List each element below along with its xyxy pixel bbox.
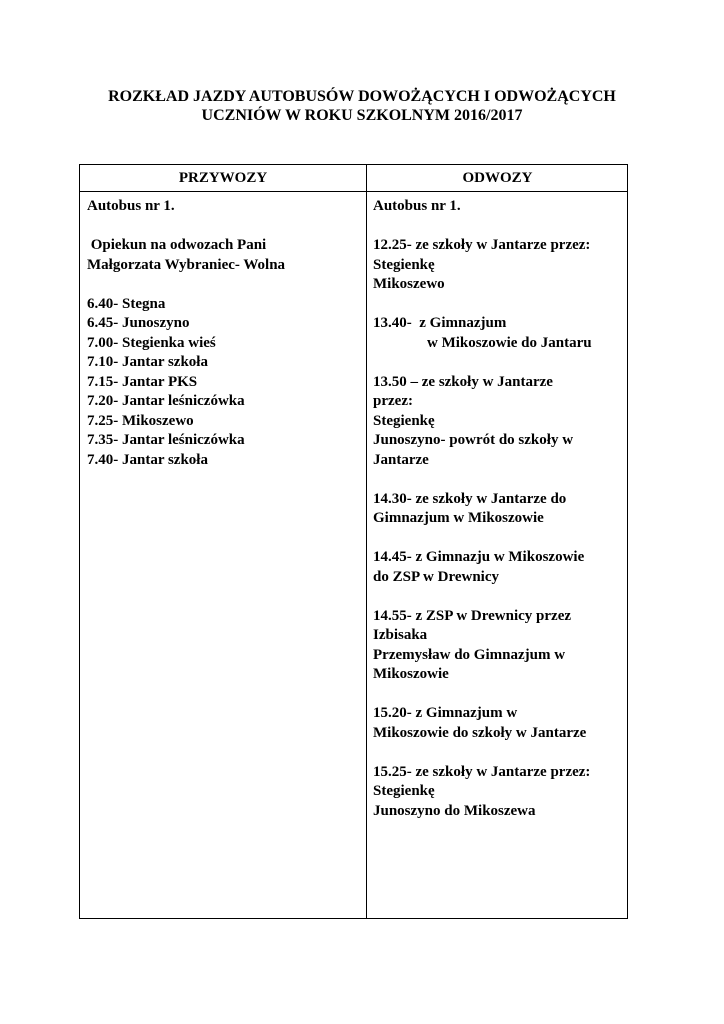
odwozy-entry (373, 490, 626, 529)
stop-time: 7.40- Jantar szkoła (87, 451, 208, 468)
entry-line: Stegienkę (373, 783, 435, 799)
entry-line: 14.55- z ZSP w Drewnicy przez (373, 607, 572, 624)
entry-line: przez: (373, 393, 413, 409)
entry-line: 13.50 – ze szkoły w Jantarze (373, 373, 553, 390)
entry-line: Jantarze (373, 451, 429, 468)
entry-line: 13.40- z Gimnazjum (373, 315, 507, 331)
entry-line: Mikoszowie do szkoły w Jantarze (373, 724, 587, 741)
entry-line: Junoszyno do Mikoszewa (373, 802, 536, 819)
przywozy-bus-label: Autobus nr 1. (87, 198, 175, 214)
stop-time: 6.40- Stegna (87, 295, 166, 312)
stop-time: 7.00- Stegienka wieś (87, 334, 216, 351)
entry-line: Mikoszewo (373, 276, 445, 292)
entry-line: 12.25- ze szkoły w Jantarze przez: (373, 237, 591, 253)
entry-line: 15.20- z Gimnazjum w (373, 705, 518, 721)
entry-line: Stegienkę (373, 256, 435, 273)
entry-line: do ZSP w Drewnicy (373, 568, 499, 585)
odwozy-header: ODWOZY (462, 170, 533, 186)
entry-line: w Mikoszowie do Jantaru (427, 334, 592, 351)
header-divider (80, 191, 627, 192)
stop-time: 7.15- Jantar PKS (87, 373, 198, 390)
schedule-table (79, 164, 628, 919)
odwozy-entry (373, 373, 626, 471)
odwozy-entry (373, 607, 626, 685)
entry-line: Izbisaka (373, 627, 428, 643)
entry-line: 14.45- z Gimnazju w Mikoszowie (373, 549, 585, 565)
entry-line: Gimnazjum w Mikoszowie (373, 510, 544, 526)
przywozy-header: PRZYWOZY (178, 170, 268, 186)
title-line-1: ROZKŁAD JAZDY AUTOBUSÓW DOWOŻĄCYCH I ODWOŻĄCYCH (108, 88, 616, 105)
stop-time: 7.20- Jantar leśniczówka (87, 393, 245, 409)
stop-time: 7.25- Mikoszewo (87, 412, 194, 429)
column-divider (366, 165, 367, 918)
entry-line: 14.30- ze szkoły w Jantarze do (373, 490, 567, 507)
odwozy-entry (373, 314, 626, 353)
stop-time: 7.35- Jantar leśniczówka (87, 432, 245, 448)
odwozy-entry (373, 704, 626, 743)
stop-time: 6.45- Junoszyno (87, 315, 190, 331)
entry-line: Mikoszowie (373, 666, 449, 682)
stop-time: 7.10- Jantar szkoła (87, 354, 208, 370)
page-title (0, 87, 724, 125)
odwozy-entry (373, 763, 626, 822)
przywozy-column (87, 197, 363, 470)
entry-line: 15.25- ze szkoły w Jantarze przez: (373, 763, 591, 780)
guardian-line: Opiekun na odwozach Pani (87, 237, 267, 253)
entry-line: Stegienkę (373, 412, 435, 429)
title-line-2: UCZNIÓW W ROKU SZKOLNYM 2016/2017 (201, 107, 523, 124)
odwozy-column (373, 197, 626, 821)
entry-line: Przemysław do Gimnazjum w (373, 646, 566, 663)
odwozy-entry (373, 236, 626, 295)
odwozy-bus-label: Autobus nr 1. (373, 198, 461, 214)
odwozy-entry (373, 548, 626, 587)
entry-line: Junoszyno- powrót do szkoły w (373, 432, 574, 448)
guardian-line: Małgorzata Wybraniec- Wolna (87, 256, 286, 273)
